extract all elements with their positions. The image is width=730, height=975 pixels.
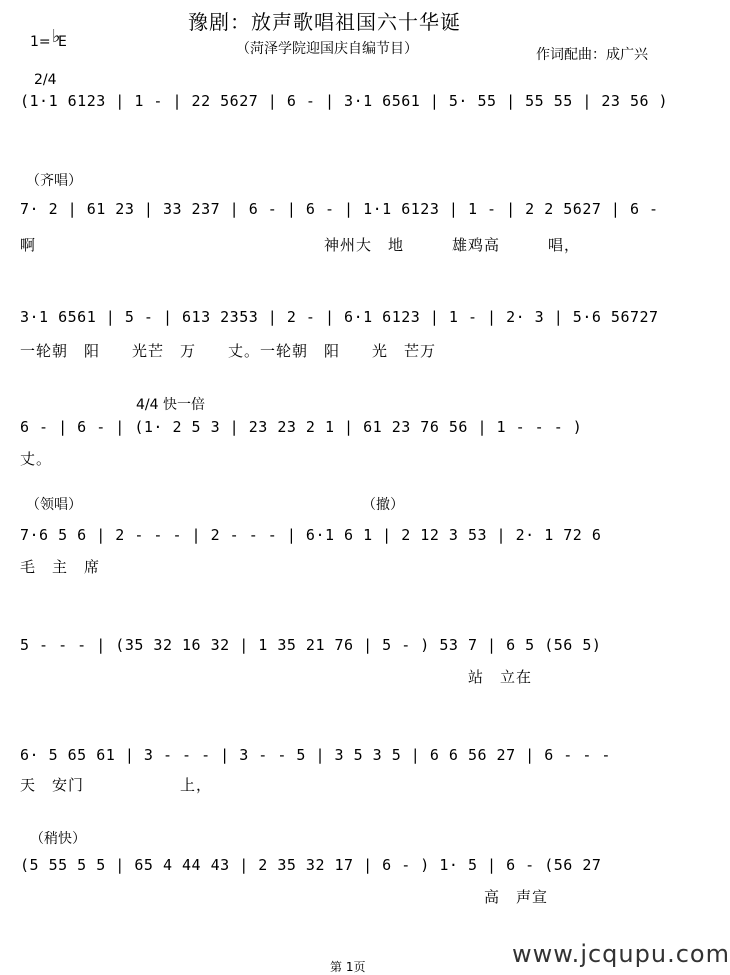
lyrics-row: 啊 神州大 地 雄鸡高 唱， <box>20 236 581 254</box>
notation-row: (1·1 6123 | 1 - | 22 5627 | 6 - | 3·1 6561 | 5· 55 | 55 55 | 23 56 ) <box>20 92 669 110</box>
section-marker: （领唱） （撤） <box>26 497 404 513</box>
notation-row: 6 - | 6 - | (1· 2 5 3 | 23 23 2 1 | 61 23 76 56 | 1 - - - ) <box>20 418 583 436</box>
section-marker: （齐唱） <box>26 173 82 189</box>
subtitle: （菏泽学院迎国庆自编节目） <box>236 41 418 57</box>
page-title: 豫剧：放声歌唱祖国六十华诞 <box>188 10 461 34</box>
key-signature-prefix: 1= <box>30 34 51 50</box>
lyrics-row: 站 立在 <box>20 668 533 686</box>
time-signature-marker: 2/4 <box>34 72 57 88</box>
lyrics-row: 天 安门 上， <box>20 776 213 794</box>
composer-credit: 作词配曲：成广兴 <box>536 47 648 63</box>
section-marker: （稍快） <box>30 831 86 847</box>
notation-row: 3·1 6561 | 5 - | 613 2353 | 2 - | 6·1 6123 | 1 - | 2· 3 | 5·6 56727 <box>20 308 659 326</box>
lyrics-row: 一轮朝 阳 光芒 万 丈。一轮朝 阳 光 芒万 <box>20 342 437 360</box>
notation-row: (5 55 5 5 | 65 4 44 43 | 2 35 32 17 | 6 - ) 1· 5 | 6 - (56 27 <box>20 856 602 874</box>
tempo-marker: 4/4 快一倍 <box>136 397 205 413</box>
key-note: E <box>58 34 67 50</box>
lyrics-row: 毛 主 席 <box>20 558 101 576</box>
lyrics-row: 高 声宣 <box>20 888 549 906</box>
watermark: www.jcqupu.com <box>512 940 730 968</box>
lyrics-row: 丈。 <box>20 450 53 468</box>
notation-row: 5 - - - | (35 32 16 32 | 1 35 21 76 | 5 - ) 53 7 | 6 5 (56 5) <box>20 636 602 654</box>
notation-row: 7·6 5 6 | 2 - - - | 2 - - - | 6·1 6 1 | 2 12 3 53 | 2· 1 72 6 <box>20 526 602 544</box>
notation-row: 7· 2 | 61 23 | 33 237 | 6 - | 6 - | 1·1 6123 | 1 - | 2 2 5627 | 6 - <box>20 200 659 218</box>
notation-row: 6· 5 65 61 | 3 - - - | 3 - - 5 | 3 5 3 5 | 6 6 56 27 | 6 - - - <box>20 746 611 764</box>
flat-sign: ♭ <box>52 26 61 47</box>
page-number: 第 1页 <box>330 960 366 974</box>
